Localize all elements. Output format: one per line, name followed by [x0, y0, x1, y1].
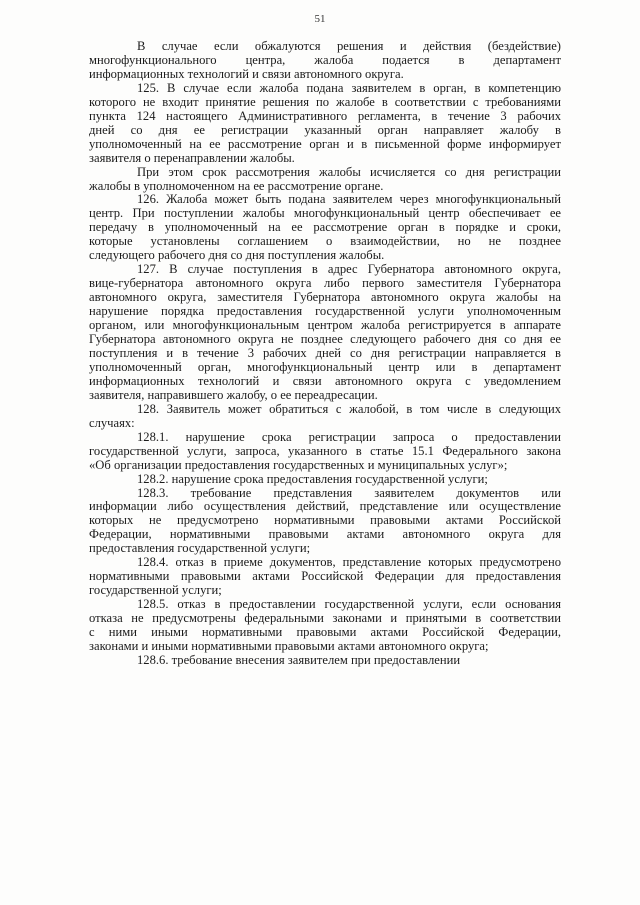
- paragraph: [89, 556, 561, 598]
- text-line: которых не предусмотрено нормативными правовыми актами Российской: [89, 513, 561, 528]
- text-line: уполномоченный на ее рассмотрение орган и в письменной форме информирует: [89, 136, 561, 151]
- text-line: отказа не предусмотрены федеральными законами и принятыми в соответствии: [89, 611, 561, 626]
- text-line: В случае если обжалуются решения и действия (бездействие): [137, 39, 561, 53]
- text-line: следующего рабочего дня со дня поступления жалобы.: [89, 248, 385, 263]
- text-line: 125. В случае если жалоба подана заявителем в орган, в компетенцию: [137, 80, 561, 95]
- text-line: «Об организации предоставления государственных и муниципальных услуг»;: [89, 457, 508, 472]
- text-line: информационных технологий и связи автономного округа.: [89, 66, 404, 81]
- text-line: нормативными правовыми актами Российской Федерации для предоставления: [89, 569, 561, 584]
- text-line: поступления и в течение 3 рабочих дней со дня регистрации направляется в: [89, 345, 561, 360]
- paragraph: [89, 473, 561, 487]
- paragraph: [89, 193, 561, 263]
- paragraph: [89, 40, 561, 82]
- text-line: уполномоченный орган, многофункциональный центр или в департамент: [89, 359, 561, 374]
- text-line: 126. Жалоба может быть подана заявителем через многофункциональный: [137, 192, 561, 207]
- paragraph: [89, 166, 561, 194]
- text-line: жалобы в уполномоченном на ее рассмотрение органе.: [89, 178, 384, 193]
- text-line: заявителя о перенаправлении жалобы.: [89, 150, 295, 165]
- text-line: Губернатора автономного округа не позднее следующего рабочего дня со дня ее: [89, 332, 561, 347]
- text-line: вице-губернатора автономного округа либо первого заместителя Губернатора: [89, 276, 561, 291]
- paragraph: [89, 403, 561, 431]
- text-line: информационных технологий и связи автономного округа с уведомлением: [89, 373, 561, 388]
- text-line: государственной услуги, запроса, указанного в статье 15.1 Федерального закона: [89, 443, 561, 458]
- paragraph: [89, 487, 561, 557]
- text-line: пункта 124 настоящего Административного регламента, в течение 3 рабочих: [89, 108, 561, 123]
- text-line: 128.6. требование внесения заявителем при предоставлении: [137, 652, 461, 667]
- text-line: с ними иными нормативными правовыми актами Российской Федерации,: [89, 625, 561, 640]
- text-line: государственной услуги;: [89, 583, 222, 598]
- text-line: нарушение порядка предоставления государственной услуги уполномоченным: [89, 304, 561, 319]
- text-line: 128.5. отказ в предоставлении государственной услуги, если основания: [137, 597, 561, 612]
- text-line: центр. При поступлении жалобы многофункциональный центр обеспечивает ее: [89, 206, 561, 221]
- text-line: дней со дня ее регистрации указанный орган направляет жалобу в: [89, 122, 561, 137]
- paragraph: [89, 82, 561, 166]
- text-line: предоставления государственной услуги;: [89, 541, 311, 556]
- page-number: 51: [314, 13, 326, 25]
- paragraph: [89, 654, 561, 668]
- paragraph: [89, 431, 561, 473]
- text-line: 128.1. нарушение срока регистрации запроса о предоставлении: [137, 429, 561, 444]
- text-line: 128. Заявитель может обратиться с жалобой, в том числе в следующих: [137, 401, 561, 416]
- text-line: 128.2. нарушение срока предоставления государственной услуги;: [137, 471, 488, 486]
- paragraph: [89, 263, 561, 403]
- text-line: 127. В случае поступления в адрес Губернатора автономного округа,: [137, 262, 561, 277]
- text-line: которого не входит принятие решения по жалобе в соответствии с требованиями: [89, 94, 561, 109]
- paragraph: [89, 598, 561, 654]
- text-line: При этом срок рассмотрения жалобы исчисляется со дня регистрации: [137, 164, 561, 179]
- text-line: законами и иными нормативными правовыми актами автономного округа;: [89, 638, 489, 653]
- text-line: автономного округа, заместителя Губернатора автономного округа жалобы на: [89, 290, 561, 305]
- text-line: 128.3. требование представления заявителем документов или: [137, 485, 561, 500]
- text-line: заявителя, направившего жалобу, о ее переадресации.: [89, 387, 378, 402]
- text-line: Федерации, нормативными правовыми актами автономного округа для: [89, 527, 561, 542]
- text-line: которые установлены соглашением о взаимодействии, но не позднее: [89, 234, 561, 249]
- text-line: многофункционального центра, жалоба подается в департамент: [89, 52, 561, 67]
- text-line: информации либо осуществления действий, представление или осуществление: [89, 499, 561, 514]
- document-body: [89, 40, 561, 668]
- text-line: передачу в уполномоченный на ее рассмотрение орган в порядке и сроки,: [89, 220, 561, 235]
- text-line: органом, или многофункциональным центром жалоба регистрируется в аппарате: [89, 318, 561, 333]
- text-line: случаях:: [89, 415, 135, 430]
- text-line: 128.4. отказ в приеме документов, представление которых предусмотрено: [137, 555, 561, 570]
